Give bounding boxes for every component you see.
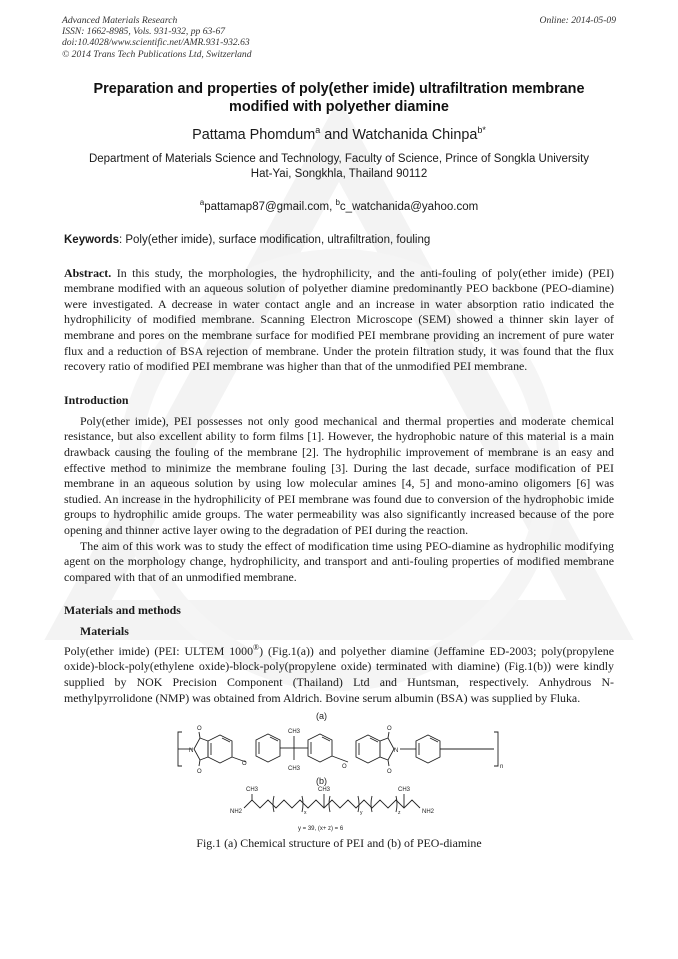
introduction-paragraph-1: Poly(ether imide), PEI possesses not only good mechanical and thermal properties and moderate chemical resistance, but also excellent ability to form films [1]. However, the hydrophobic nature of this material is a main drawback causing the fouling of the membrane [2]. The hydrophilic improvement of membrane is an easy and effective method to minimize the membrane fouling [3]. During the last decade, surface modification of PEI membrane in an aqueous solution by using low molecular amines [4, 5] and mono-amino oligomers [6] was studied. An increase in the hydrophilicity of PEI membrane was found due to conversion of the hydrophobic imide groups to hydrophilic amide groups. The water permeability was also significantly increased because of the pore opening and thinner active layer owing to the degradation of PEI during the reaction. [64,413,614,537]
o-ether-1: O [242,761,247,768]
phenyl-ring-2 [308,734,332,762]
author-1-affil: a [315,125,321,135]
title-line-1: Preparation and properties of poly(ether imide) ultrafiltration membrane [93,81,585,97]
methods-heading: Materials and methods [64,603,181,618]
figure-1-caption: Fig.1 (a) Chemical structure of PEI and (b) of PEO-diamine [196,836,482,851]
o-atom-4: O [387,769,392,776]
author-2: Watchanida Chinpa [352,126,478,143]
title-line-2: modified with polyether diamine [229,99,449,115]
author-emails [64,195,614,215]
email-b-marker: b [335,197,340,207]
imide-group-2 [356,726,398,775]
email-b: c_watchanida@yahoo.com [339,200,479,213]
materials-paragraph [64,640,614,706]
author-conjunction: and [320,126,353,143]
ch3-b-right: CH3 [398,787,411,794]
ch3-bottom: CH3 [288,766,301,773]
author-2-affil: b* [477,125,486,135]
journal-copyright: © 2014 Trans Tech Publications Ltd, Switzerland [62,48,252,60]
ch3-top: CH3 [288,729,301,736]
materials-subheading: Materials [80,624,129,639]
author-list [64,120,614,145]
bracket-right [494,732,498,766]
n-atom-1: N [189,748,194,755]
journal-issn: ISSN: 1662-8985, Vols. 931-932, pp 63-67 [62,26,226,38]
sub-z: z [398,810,401,817]
ch3-b-left: CH3 [246,787,259,794]
introduction-heading: Introduction [64,392,129,407]
paper-title [64,80,614,116]
repeat-n: n [500,764,504,771]
abstract-label: Abstract. [64,265,112,280]
label-a: (a) [316,711,327,722]
introduction-paragraph-2: The aim of this work was to study the effect of modification time using PEO-diamine as hydrophilic modifying agent on the morphology change, hydrophilicity, and transport and anti-fouling properties of modified membrane compared with that of an unmodified membrane. [64,538,614,584]
o-atom-3: O [387,726,392,733]
phenyl-ring-1 [256,734,280,762]
paper-content [64,80,614,851]
materials-text-2: ) (Fig.1(a)) and polyether diamine (Jeffamine ED-2003; poly(propylene oxide)-block-poly(ethylene oxide)-block-poly(propylene oxide) terminated with diamine) (Fig.1(b)) were kindly supplied by NOK Precision Component (Thailand) Ltd and Huntsman, respectively. Anhydrous N-methylpyrrolidone (NMP) was obtained from Aldrich. Bovine serum albumin (BSA) was supplied by Fluka. [64,643,615,705]
abstract-text: In this study, the morphologies, the hydrophilicity, and the anti-fouling of poly(ether imide) (PEI) membrane modified with an aqueous solution of polyether diamine predominantly PEO backbone (PEO-diamine) were investigated. A decrease in water contact angle and an increase in water absorption ratio indicated the hydrophilicity of modified membrane. Scanning Electron Microscope (SEM) showed a thinner skin layer of membrane and pores on the membrane surface for modified PEI membrane providing an increment of pure water flux and a reduction of BSA rejection of membrane. Under the protein filtration study, it was found that the flux recovery ratio of modified PEI membrane was higher than that of the unmodified PEI membrane. [64,265,614,374]
keywords [64,233,614,248]
imide-group-1 [189,726,232,775]
abstract [64,266,614,375]
nh2-left: NH2 [230,809,243,816]
journal-header [62,15,252,60]
n-atom-2: N [394,748,399,755]
sub-x: x [304,810,307,817]
email-a: pattamap87@gmail.com, [204,200,336,213]
email-a-marker: a [199,197,205,207]
label-b: (b) [316,776,327,787]
ether-link-2 [332,756,348,762]
peo-backbone [244,800,420,808]
formula-note: y = 39, (x+ z) = 6 [298,826,344,833]
online-date: Online: 2014-05-09 [539,15,616,26]
author-1: Pattama Phomdum [192,126,316,143]
keywords-text: : Poly(ether imide), surface modification, ultrafiltration, fouling [118,233,431,246]
registered-mark: ® [253,642,260,652]
figure-1 [64,712,614,836]
keywords-label: Keywords [64,233,119,246]
materials-text-1: Poly(ether imide) (PEI: ULTEM 1000 [64,643,254,658]
journal-doi: doi:10.4028/www.scientific.net/AMR.931-932.63 [62,37,250,49]
o-ether-2: O [342,764,347,771]
o-atom-1: O [197,726,202,733]
affiliation-line-2: Hat-Yai, Songkhla, Thailand 90112 [250,167,428,180]
sub-y: y [360,810,363,817]
o-atom-2: O [197,769,202,776]
phenyl-ring-3 [416,735,440,763]
nh2-right: NH2 [422,809,435,816]
affiliation-line-1: Department of Materials Science and Technology, Faculty of Science, Prince of Songkla University [88,152,590,165]
affiliation [64,152,614,182]
journal-name: Advanced Materials Research [62,15,178,26]
chemical-structures [176,710,506,834]
ch3-b-mid: CH3 [318,787,331,794]
